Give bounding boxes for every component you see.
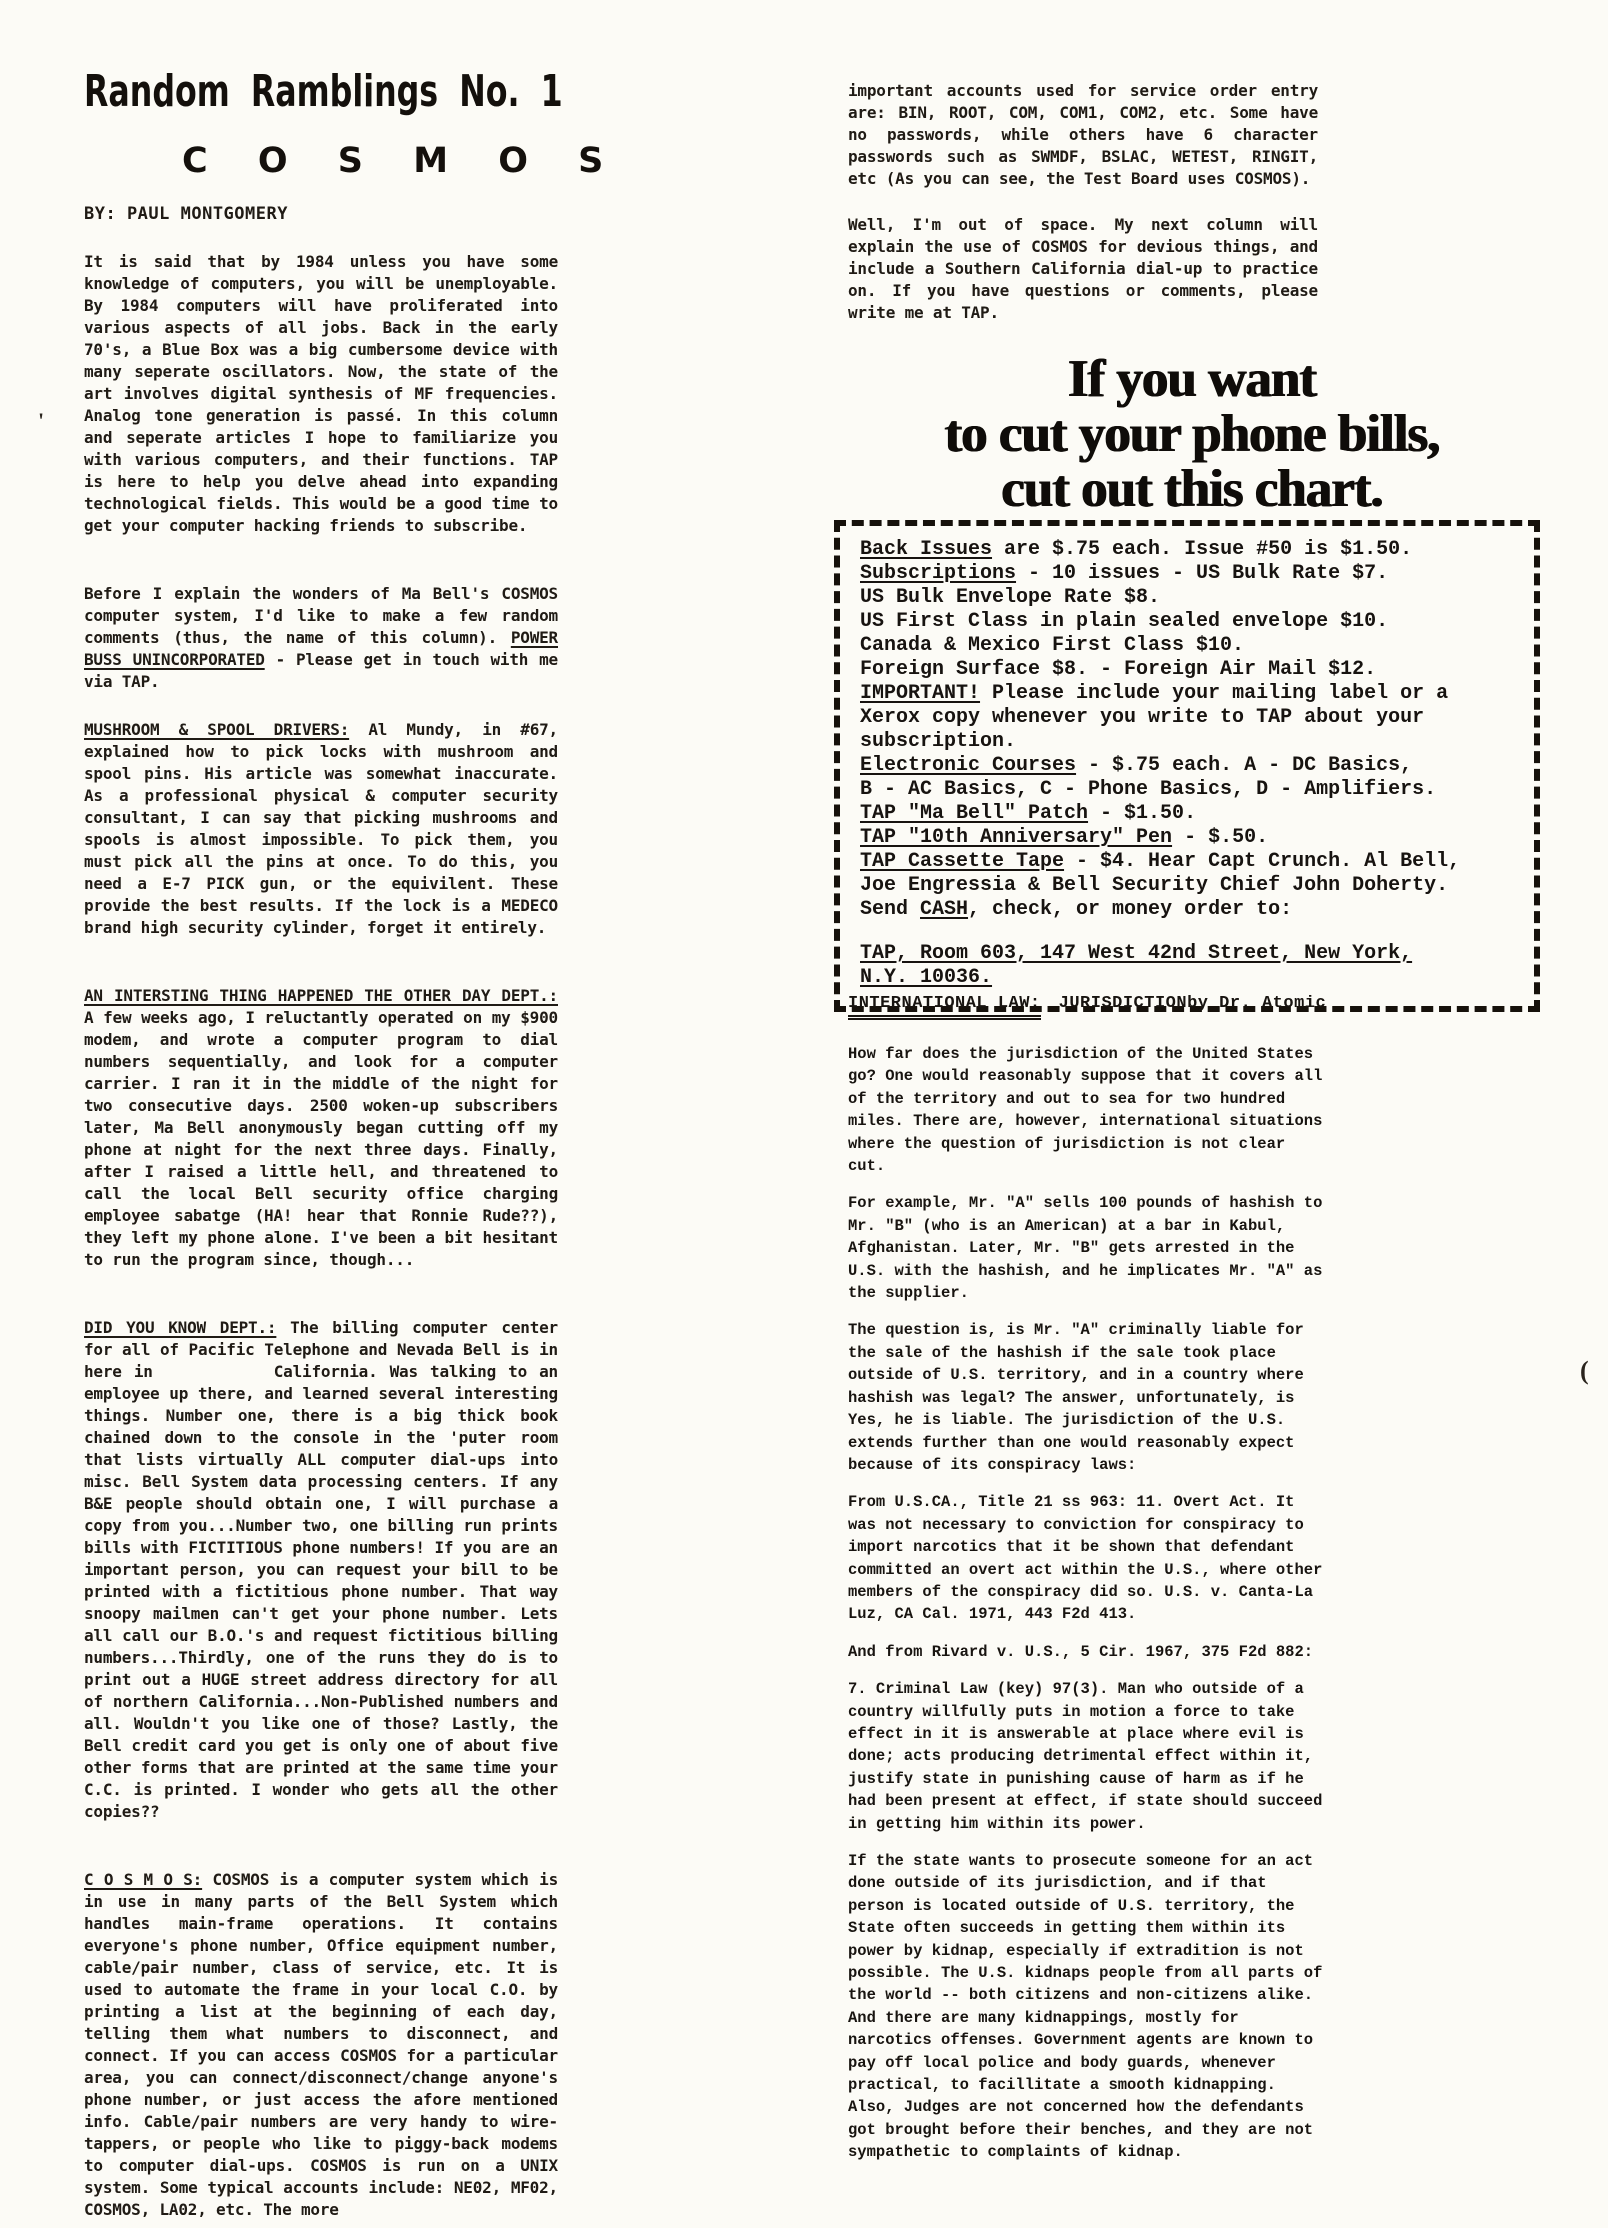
ad-headline-line: cut out this chart. [1001, 460, 1383, 518]
law-paragraph: 7. Criminal Law (key) 97(3). Man who outside of a country willfully puts in motion a force to take effect in it is answerable at place where evil is done; acts producing detrimental effect within it, justify state in punishing cause of harm as if he had been present at effect, if state should succeed in getting him within its power. [848, 1680, 1323, 1833]
price-segment: , check, or money order to: [968, 898, 1293, 921]
price-line [860, 778, 1520, 802]
price-segment: TAP Cassette Tape [860, 850, 1065, 873]
article-subtitle: C O S M O S [182, 141, 623, 181]
section-heading: AN INTERSTING THING HAPPENED THE OTHER DAY DEPT.: [84, 986, 558, 1005]
law-paragraph: From U.S.CA., Title 21 ss 963: 11. Overt Act. It was not necessary to conviction for conspiracy to import narcotics that it be shown that defendant committed an overt act within the U.S., where other members of the conspiracy did so. U.S. v. Canta-La Luz, CA Cal. 1971, 443 F2d 413. [848, 1493, 1323, 1624]
promo-underlined: POWER BUSS UNINCORPORATED [84, 628, 558, 669]
price-segment: TAP "Ma Bell" Patch [860, 802, 1089, 825]
law-article-title-group [848, 994, 1187, 1013]
price-line [860, 682, 1520, 706]
law-article-byline: by Dr. Atomic [1187, 994, 1327, 1013]
section-heading: C O S M O S: [84, 1870, 203, 1889]
promo-text-pre: Before I explain the wonders of Ma Bell's COSMOS computer system, I'd like to make a few random comments (thus, the name of this column). [84, 584, 558, 647]
left-column [84, 66, 623, 2221]
price-line [860, 538, 1520, 562]
section-heading: DID YOU KNOW DEPT.: [84, 1318, 277, 1337]
price-segment: - $4. Hear Capt Crunch. Al Bell, [1064, 850, 1461, 873]
price-line [860, 802, 1520, 826]
price-line [860, 658, 1520, 682]
price-segment: are $.75 each. Issue #50 is $1.50. [992, 538, 1413, 561]
price-line [860, 942, 1520, 966]
price-segment: - $.50. [1172, 826, 1269, 849]
price-segment: IMPORTANT! [860, 682, 981, 705]
section-body: COSMOS is a computer system which is in use in many parts of the Bell System which handles main-frame operations. It contains everyone's phone number, Office equipment number, cable/pair number, class of service, etc. It is used to automate the frame in your local C.O. by printing a list at the beginning of each day, telling them what numbers to disconnect, and connect. If you can access COSMOS for a particular area, you can connect/disconnect/change anyone's phone number, or just access the afore mentioned info. Cable/pair numbers are very handy to wire-tappers, or people who like to piggy-back modems to computer dial-ups. COSMOS is run on a UNIX system. Some typical accounts include: NE02, MF02, COSMOS, LA02, etc. The more [84, 1870, 558, 2219]
left-section [84, 719, 558, 939]
right-column-continuation [848, 80, 1318, 324]
price-segment: Electronic Courses [860, 754, 1077, 777]
price-line [860, 610, 1520, 634]
section-heading: MUSHROOM & SPOOL DRIVERS: [84, 720, 350, 739]
section-body: Al Mundy, in #67, explained how to pick locks with mushroom and spool pins. His article was somewhat inaccurate. As a professional physical & computer security consultant, I can say that picking mushrooms and spools is almost impossible. To pick them, you must pick all the pins at once. To do this, you need a E-7 PICK gun, or the equivilent. These provide the best results. If the lock is a MEDECO brand high security cylinder, forget it entirely. [84, 720, 558, 937]
price-segment: US First Class in plain sealed envelope $10. [860, 610, 1389, 633]
subscription-price-box [834, 520, 1540, 1012]
price-line [860, 826, 1520, 850]
promo-text-post: - Please get in touch with me via TAP. [84, 650, 558, 691]
price-segment: Please include your mailing label or a [980, 682, 1449, 705]
price-lines [860, 538, 1520, 990]
law-article-header [848, 994, 1327, 1013]
ad-headline-line: If you want [1067, 350, 1317, 408]
intro-paragraph: It is said that by 1984 unless you have some knowledge of computers, you will be unemployable. By 1984 computers will have proliferated into various aspects of all jobs. Back in the early 70's, a Blue Box was a big cumbersome device with many seperate oscillators. Now, the state of the art involves digital synthesis of MF frequencies. Analog tone generation is passé. In this column and seperate articles I hope to familiarize you with various computers, and their functions. TAP is here to help you delve ahead into expanding technological fields. This would be a good time to get your computer hacking friends to subscribe. [84, 252, 558, 535]
price-segment: Xerox copy whenever you write to TAP about your [860, 706, 1425, 729]
section-body: The billing computer center for all of Pacific Telephone and Nevada Bell is in here in California. Was talking to an employee up there, and learned several interesting things. Number one, there is a big thick book chained down to the console in the 'puter room that lists virtually ALL computer dial-ups into misc. Bell System data processing centers. If any B&E people should obtain one, I will purchase a copy from you...Number two, one billing run prints bills with FICTITIOUS phone numbers! If you are an important person, you can request your bill to be printed with a fictitious phone number. That way snoopy mailmen can't get your phone number. Lets all call our B.O.'s and request fictitious billing numbers...Thirdly, one of the runs they do is to print out a HUGE street address directory for all of northern California...Non-Published numbers and all. Wouldn't you like one of those? Lastly, the Bell credit card you get is only one of about five other forms that are printed at the same time your C.C. is printed. I wonder who gets all the other copies?? [84, 1318, 558, 1821]
price-line [860, 634, 1520, 658]
article-byline: BY: PAUL MONTGOMERY [84, 204, 288, 224]
scan-artifact: ( [1580, 1356, 1589, 1385]
price-segment: Foreign Surface $8. - Foreign Air Mail $12. [860, 658, 1377, 681]
section-body: A few weeks ago, I reluctantly operated on my $900 modem, and wrote a computer program to dial numbers sequentially, and look for a computer carrier. I ran it in the middle of the night for two consecutive days. 2500 woken-up subscribers later, Ma Bell anonymously began cutting off my phone at night for the next three days. Finally, after I raised a little hell, and threatened to call the local Bell security office charging employee sabatge (HA! hear that Ronnie Rude??), they left my phone alone. I've been a bit hesitant to run the program since, though... [84, 1008, 558, 1269]
price-segment: TAP "10th Anniversary" Pen [860, 826, 1173, 849]
price-line [860, 562, 1520, 586]
ad-headline [838, 352, 1546, 517]
price-segment: CASH [920, 898, 969, 921]
price-line [860, 586, 1520, 610]
ad-headline-line: to cut your phone bills, [944, 405, 1440, 463]
price-segment: - 10 issues - US Bulk Rate $7. [1016, 562, 1389, 585]
scan-artifact: ' [38, 408, 45, 433]
continuation-paragraph: Well, I'm out of space. My next column will explain the use of COSMOS for devious things, and include a Southern California dial-up to practice on. If you have questions or comments, please write me at TAP. [848, 215, 1318, 322]
law-paragraph: How far does the jurisdiction of the United States go? One would reasonably suppose that it covers all of the territory and out to sea for two hundred miles. There are, however, international situations where the question of jurisdiction is not clear cut. [848, 1045, 1323, 1176]
promo-paragraph [84, 583, 558, 693]
price-segment: Back Issues [860, 538, 993, 561]
article-title: Random Ramblings No. 1 [84, 66, 563, 117]
price-line [860, 706, 1520, 730]
price-line [860, 850, 1520, 874]
law-paragraph: For example, Mr. "A" sells 100 pounds of hashish to Mr. "B" (who is an American) at a bar in Kabul, Afghanistan. Later, Mr. "B" gets arrested in the U.S. with the hashish, and he implicates Mr. "A" as the supplier. [848, 1194, 1323, 1303]
price-segment: Send [860, 898, 921, 921]
law-paragraph: The question is, is Mr. "A" criminally liable for the sale of the hashish if the sale took place outside of U.S. territory, and in a country where hashish was legal? The answer, unfortunately, is Yes, he is liable. The jurisdiction of the U.S. extends further than one would reasonably expect because of its conspiracy laws: [848, 1321, 1304, 1474]
price-segment: - $1.50. [1088, 802, 1197, 825]
price-segment: TAP, Room 603, 147 West 42nd Street, New York, [860, 942, 1413, 965]
price-line [860, 898, 1520, 922]
law-paragraph: And from Rivard v. U.S., 5 Cir. 1967, 375 F2d 882: [848, 1642, 1314, 1661]
law-article-title: INTERNATIONAL LAW: [848, 994, 1041, 1020]
price-line [860, 874, 1520, 898]
law-paragraph: If the state wants to prosecute someone for an act done outside of its jurisdiction, and if that person is located outside of U.S. territory, the State often succeeds in getting them within its power by kidnap, especially if extradition is not possible. The U.S. kidnaps people from all parts of the world -- both citizens and non-citizens alike. And there are many kidnappings, mostly for narcotics offenses. Government agents are known to pay off local police and body guards, whenever practical, to facillitate a smooth kidnapping. Also, Judges are not concerned how the defendants got brought before their benches, and they are not sympathetic to complaints of kidnap. [848, 1852, 1323, 2162]
price-segment: N.Y. 10036. [860, 966, 993, 989]
law-article [848, 994, 1327, 2179]
left-section [84, 985, 558, 1271]
price-segment: B - AC Basics, C - Phone Basics, D - Amplifiers. [860, 778, 1437, 801]
price-segment: Canada & Mexico First Class $10. [860, 634, 1245, 657]
price-segment: subscription. [860, 730, 1017, 753]
price-line [860, 730, 1520, 754]
law-article-body [848, 1043, 1324, 2164]
price-line [860, 754, 1520, 778]
left-section [84, 1317, 558, 1823]
left-section [84, 1869, 558, 2221]
price-line [860, 966, 1520, 990]
price-segment: US Bulk Envelope Rate $8. [860, 586, 1161, 609]
law-article-subtitle: JURISDICTION [1058, 994, 1188, 1013]
continuation-paragraph: important accounts used for service order entry are: BIN, ROOT, COM, COM1, COM2, etc. Some have no passwords, while others have 6 character passwords such as SWMDF, BSLAC, WETEST, RINGIT, etc (As you can see, the Test Board uses COSMOS). [848, 81, 1318, 188]
price-segment: - $.75 each. A - DC Basics, [1076, 754, 1413, 777]
left-sections [84, 719, 558, 2221]
price-segment: Subscriptions [860, 562, 1017, 585]
price-segment: Joe Engressia & Bell Security Chief John Doherty. [860, 874, 1449, 897]
